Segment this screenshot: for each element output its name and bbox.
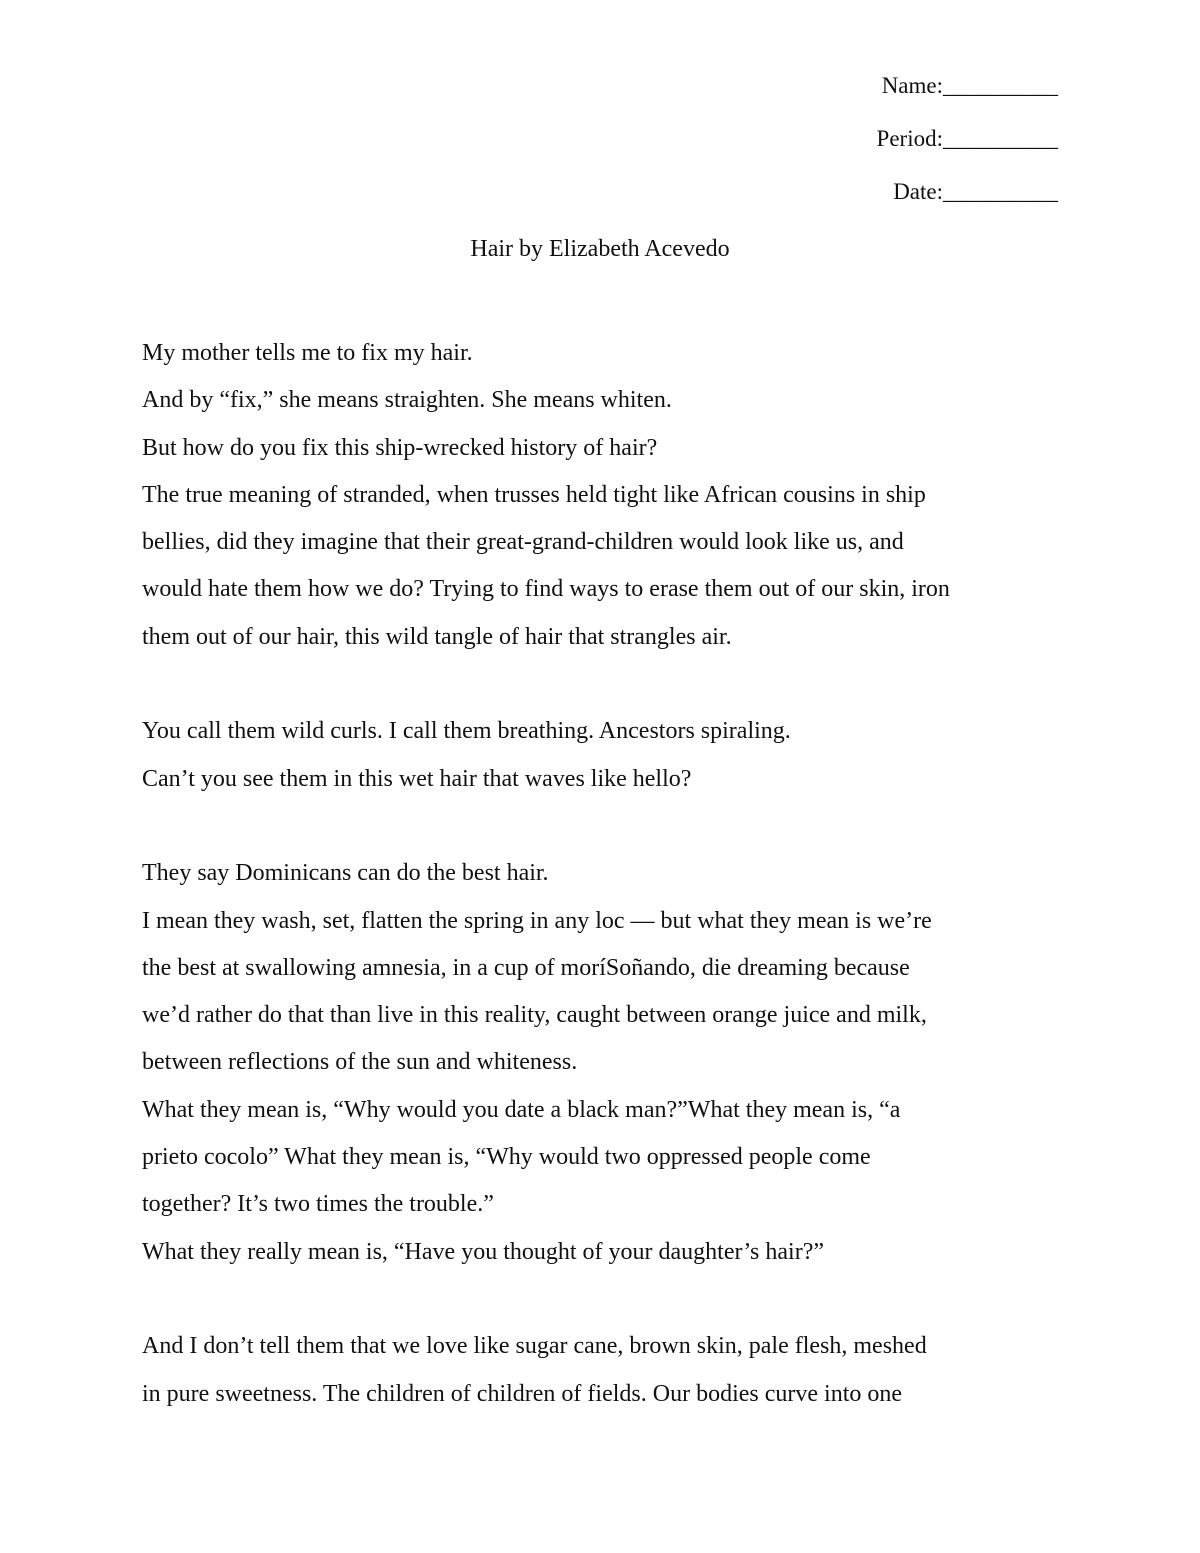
stanza-break [142, 1276, 1072, 1323]
date-field: Date:__________ [893, 179, 1058, 204]
poem-line: them out of our hair, this wild tangle of hair that strangles air. [142, 623, 732, 650]
poem-line: prieto cocolo” What they mean is, “Why would two oppressed people come [142, 1144, 871, 1171]
poem-title: Hair by Elizabeth Acevedo [470, 236, 730, 262]
student-info-fields [877, 72, 1058, 231]
poem-line: bellies, did they imagine that their great-grand-children would look like us, and [142, 529, 904, 556]
poem-line: I mean they wash, set, flatten the spring in any loc — but what they mean is we’re [142, 907, 932, 934]
poem-body [142, 330, 1072, 1418]
poem-line: would hate them how we do? Trying to find ways to erase them out of our skin, iron [142, 576, 950, 603]
poem-line: together? It’s two times the trouble.” [142, 1191, 494, 1218]
poem-line: You call them wild curls. I call them breathing. Ancestors spiraling. [142, 718, 791, 745]
poem-line: And I don’t tell them that we love like sugar cane, brown skin, pale flesh, meshed [142, 1333, 927, 1360]
poem-line: My mother tells me to fix my hair. [142, 340, 473, 366]
poem-line: What they mean is, “Why would you date a black man?”What they mean is, “a [142, 1096, 901, 1123]
poem-line: But how do you fix this ship-wrecked history of hair? [142, 434, 658, 461]
poem-line: we’d rather do that than live in this reality, caught between orange juice and milk, [142, 1002, 927, 1029]
stanza-break [142, 661, 1072, 708]
poem-line: Can’t you see them in this wet hair that waves like hello? [142, 765, 692, 792]
name-field: Name:__________ [881, 73, 1058, 98]
poem-line: What they really mean is, “Have you thought of your daughter’s hair?” [142, 1238, 824, 1265]
poem-line: the best at swallowing amnesia, in a cup of moríSoñando, die dreaming because [142, 954, 910, 981]
poem-line: between reflections of the sun and whiteness. [142, 1049, 578, 1076]
poem-line: And by “fix,” she means straighten. She means whiten. [142, 387, 672, 414]
poem-line: in pure sweetness. The children of children of fields. Our bodies curve into one [142, 1380, 903, 1407]
poem-line: The true meaning of stranded, when trusses held tight like African cousins in ship [142, 481, 926, 508]
stanza-break [142, 803, 1072, 850]
poem-line: They say Dominicans can do the best hair. [142, 860, 549, 887]
period-field: Period:__________ [876, 126, 1058, 151]
